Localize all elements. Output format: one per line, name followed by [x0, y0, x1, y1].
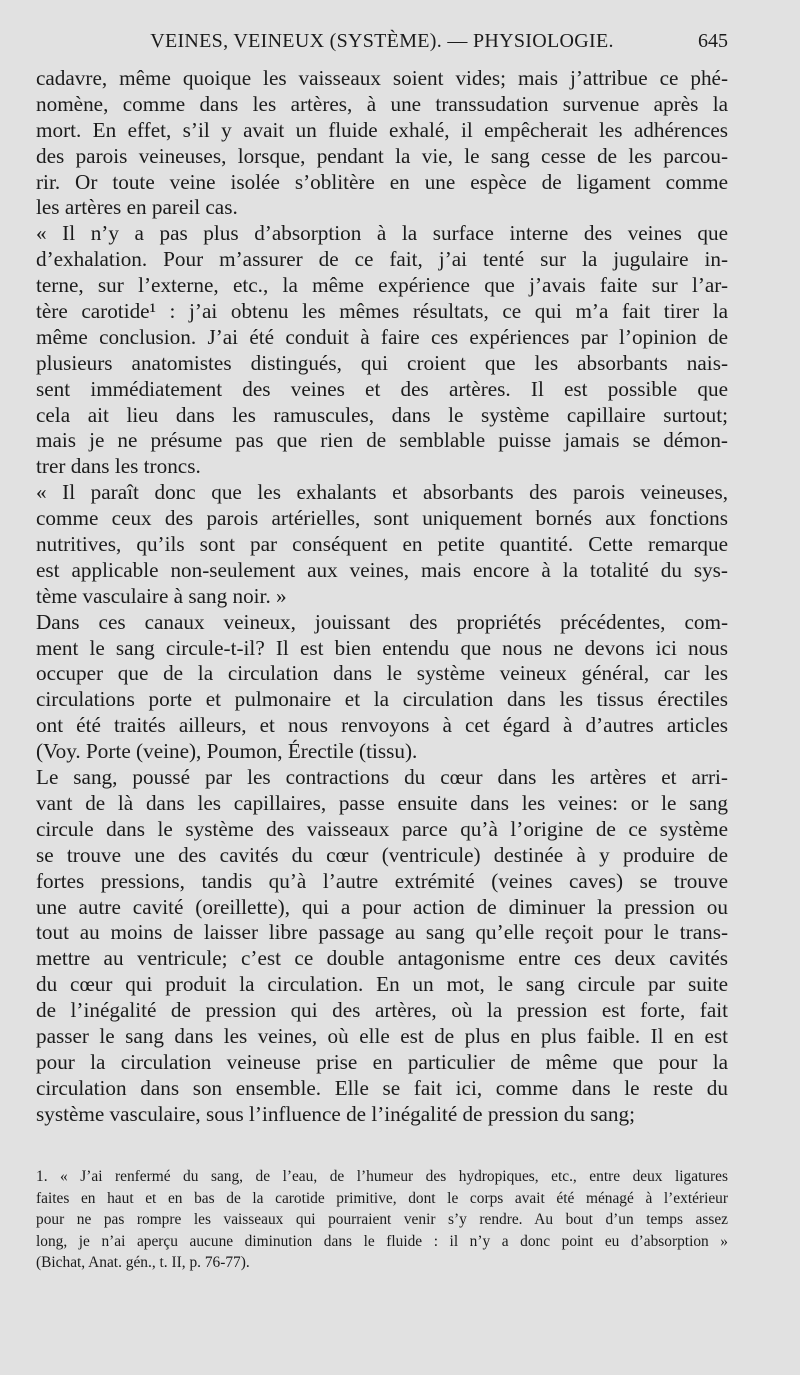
text-line: même conclusion. J’ai été conduit à faire ces expériences par l’opinion de: [36, 324, 728, 349]
text-line: plusieurs anatomistes distingués, qui croient que les absorbants nais-: [36, 350, 728, 375]
text-line: nomène, comme dans les artères, à une transsudation survenue après la: [36, 91, 728, 116]
text-line: mettre au ventricule; c’est ce double antagonisme entre ces deux cavités: [36, 946, 728, 971]
text-line: circule dans le système des vaisseaux parce qu’à l’origine de ce système: [36, 816, 728, 841]
text-line: vant de là dans les capillaires, passe ensuite dans les veines: or le sang: [36, 790, 728, 815]
text-line: tère carotide¹ : j’ai obtenu les mêmes résultats, ce qui m’a fait tirer la: [36, 299, 728, 324]
main-text: [36, 66, 728, 1128]
text-line: pour la circulation veineuse prise en particulier de même que pour la: [36, 1049, 728, 1074]
text-line: du cœur qui produit la circulation. En un mot, le sang circule par suite: [36, 972, 728, 997]
text-line: « Il n’y a pas plus d’absorption à la surface interne des veines que: [36, 221, 728, 246]
text-line: les artères en pareil cas.: [36, 195, 238, 220]
text-line: nutritives, qu’ils sont par conséquent en petite quantité. Cette remarque: [36, 532, 728, 557]
text-line: ont été traités ailleurs, et nous renvoyons à cet égard à d’autres articles: [36, 713, 728, 738]
text-line: terne, sur l’externe, etc., la même expérience que j’avais faite sur l’ar-: [36, 273, 728, 298]
text-line: circulations porte et pulmonaire et la circulation dans les tissus érectiles: [36, 687, 728, 712]
text-line: sent immédiatement des veines et des artères. Il est possible que: [36, 376, 728, 401]
footnote-line: (Bichat, Anat. gén., t. II, p. 76-77).: [36, 1254, 250, 1271]
footnote-line: 1. « J’ai renfermé du sang, de l’eau, de l’humeur des hydropiques, etc., entre deux ligatures: [36, 1168, 728, 1185]
text-line: Dans ces canaux veineux, jouissant des propriétés précédentes, com-: [36, 609, 728, 634]
text-line: circulation dans son ensemble. Elle se fait ici, comme dans le reste du: [36, 1075, 728, 1100]
text-line: cadavre, même quoique les vaisseaux soient vides; mais j’attribue ce phé-: [36, 66, 728, 90]
text-line: ment le sang circule-t-il? Il est bien entendu que nous ne devons ici nous: [36, 635, 728, 660]
text-line: tout au moins de laisser libre passage au sang qu’elle reçoit pour le trans-: [36, 920, 728, 945]
text-line: tème vasculaire à sang noir. »: [36, 583, 287, 608]
text-line: (Voy. Porte (veine), Poumon, Érectile (tissu).: [36, 739, 418, 764]
footnote-line: pour ne pas rompre les vaisseaux qui pourraient venir s’y rendre. Au bout d’un temps assez: [36, 1211, 728, 1228]
text-line: est applicable non-seulement aux veines, mais encore à la totalité du sys-: [36, 557, 728, 582]
text-line: mais je ne présume pas que rien de semblable puisse jamais se démon-: [36, 428, 728, 453]
text-line: une autre cavité (oreillette), qui a pour action de diminuer la pression ou: [36, 894, 728, 919]
text-line: « Il paraît donc que les exhalants et absorbants des parois veineuses,: [36, 480, 728, 505]
footnote: [36, 1166, 728, 1274]
text-line: système vasculaire, sous l’influence de l’inégalité de pression du sang;: [36, 1101, 635, 1126]
text-line: mort. En effet, s’il y avait un fluide exhalé, il empêcherait les adhérences: [36, 117, 728, 142]
text-line: fortes pressions, tandis qu’à l’autre extrémité (veines caves) se trouve: [36, 868, 728, 893]
running-title: VEINES, VEINEUX (SYSTÈME). — PHYSIOLOGIE.: [150, 30, 614, 52]
footnote-line: long, je n’ai aperçu aucune diminution dans le fluide : il n’y a donc point eu d’absorption »: [36, 1232, 728, 1250]
text-line: trer dans les troncs.: [36, 454, 201, 479]
text-line: comme ceux des parois artérielles, sont uniquement bornés aux fonctions: [36, 506, 728, 531]
footnote-line: faites en haut et en bas de la carotide primitive, dont le corps avait été ménagé à l’extérieur: [36, 1189, 728, 1207]
text-line: rir. Or toute veine isolée s’oblitère en une espèce de ligament comme: [36, 169, 728, 194]
text-line: se trouve une des cavités du cœur (ventricule) destinée à y produire de: [36, 842, 728, 867]
running-header: [36, 30, 728, 64]
text-line: des parois veineuses, lorsque, pendant la vie, le sang cesse de les parcou-: [36, 143, 728, 168]
text-line: d’exhalation. Pour m’assurer de ce fait, j’ai tenté sur la jugulaire in-: [36, 247, 728, 272]
text-line: occuper que de la circulation dans le système veineux général, car les: [36, 661, 728, 686]
page-number: 645: [698, 30, 728, 52]
text-line: Le sang, poussé par les contractions du cœur dans les artères et arri-: [36, 765, 728, 790]
text-line: passer le sang dans les veines, où elle est de plus en plus faible. Il en est: [36, 1023, 728, 1048]
text-line: de l’inégalité de pression qui des artères, où la pression est forte, fait: [36, 998, 728, 1023]
text-line: cela ait lieu dans les ramuscules, dans le système capillaire surtout;: [36, 402, 728, 427]
